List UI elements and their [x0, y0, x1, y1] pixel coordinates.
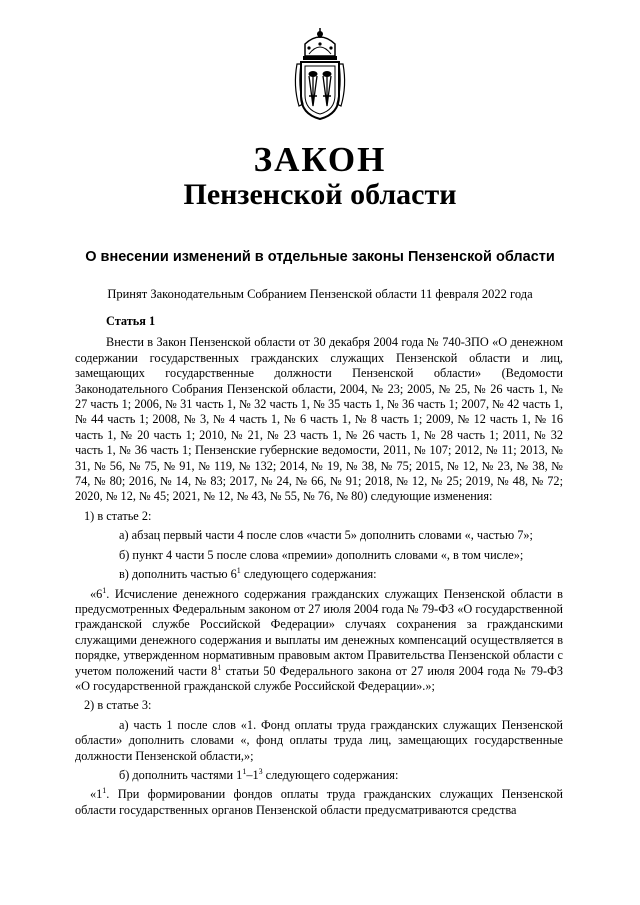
item-2: 2) в статье 3:: [84, 698, 152, 713]
item-1b: б) пункт 4 части 5 после слова «премии» дополнить словами «, в том числе»;: [119, 547, 524, 562]
item-1c: [75, 567, 563, 582]
law-region: Пензенской области: [183, 178, 457, 211]
quote-6-1-end: статьи 50 Федерального закона от 27 июля 2004 года № 79-ФЗ «О государственной гражданской службе Российской Федерации».»;: [75, 663, 563, 693]
quote-1-1: [75, 787, 563, 818]
item-1c-sup: 1: [236, 566, 241, 575]
quote-6-1-sup2: 1: [217, 662, 222, 672]
item-2b-sup2: 3: [258, 766, 263, 776]
quote-1-1-num: «1: [90, 787, 103, 802]
adoption-line: Принят Законодательным Собранием Пензенской области 11 февраля 2022 года: [107, 287, 533, 301]
item-2b: [75, 768, 563, 783]
law-title: ЗАКОН: [253, 140, 387, 179]
item-2b-text: б) дополнить частями 1: [119, 767, 243, 782]
law-heading: О внесении изменений в отдельные законы Пензенской области: [85, 249, 555, 265]
quote-6-1-sup: 1: [102, 585, 107, 595]
quote-1-1-sup: 1: [102, 786, 107, 796]
item-2b-mid: –1: [246, 767, 259, 782]
item-1c-text: в) дополнить частью 6: [119, 567, 237, 582]
item-1: 1) в статье 2:: [84, 508, 152, 523]
article-label: Статья 1: [106, 314, 156, 328]
quote-6-1-num: «6: [90, 586, 103, 601]
quote-6-1-text: . Исчисление денежного содержания гражданских служащих Пензенской области в предусмотренных Федеральным законом от 27 июля 2004 года № 79-ФЗ «О государственной гражданской службе Российской Федерации» случаях сохранения за гражданскими служащими денежного содержания и выплаты им денежных компенсаций осуществляется в порядке, утвержденном нормативным правовым актом Правительства Пензенской области с учетом положений части 8: [75, 586, 563, 678]
item-1c-post: следующего содержания:: [240, 567, 377, 582]
item-2a: а) часть 1 после слов «1. Фонд оплаты труда гражданских служащих Пензенской области» дополнить словами «, фонд оплаты труда лиц, замещающих государственные должности Пензенской области,»;: [75, 717, 563, 763]
item-2b-sup1: 1: [242, 766, 247, 776]
article-intro: Внести в Закон Пензенской области от 30 декабря 2004 года № 740-ЗПО «О денежном содержании государственных гражданских служащих Пензенской области и лиц, замещающих государственные должности Пензенской области» (Ведомости Законодательного Собрания Пензенской области, 2004, № 23; 2005, № 25, № 26 часть 1, № 27 часть 1; 2006, № 31 часть 1, № 32 часть 1, № 35 часть 1, № 36 часть 1; 2007, № 42 часть 1, № 44 часть 1; 2008, № 3, № 4 часть 1, № 6 часть 1, № 8 часть 1; 2009, № 12 часть 1, № 16 часть 1, № 20 часть 1; 2010, № 21, № 23 часть 1, № 26 часть 1, № 28 часть 1; 2011, № 32 часть 1, № 36 часть 1; Пензенские губернские ведомости, 2011, № 107; 2012, № 11; 2013, № 31, № 56, № 75, № 91, № 119, № 132; 2014, № 19, № 38, № 75; 2015, № 12, № 23, № 38, № 74, № 80; 2016, № 14, № 83; 2017, № 24, № 66, № 91; 2018, № 12, № 25; 2019, № 48, № 72; 2020, № 12, № 45; 2021, № 12, № 43, № 55, № 76, № 80) следующие изменения:: [75, 335, 563, 504]
quote-6-1: [75, 587, 563, 695]
penza-coat-of-arms-icon: [287, 26, 353, 122]
item-2b-post: следующего содержания:: [262, 767, 399, 782]
quote-1-1-text: . При формировании фондов оплаты труда гражданских служащих Пензенской области государственных органов Пензенской области предусматриваются средства: [75, 787, 563, 817]
document-body: [75, 314, 563, 818]
item-1a: а) абзац первый части 4 после слов «части 5» дополнить словами «, частью 7»;: [119, 528, 533, 543]
